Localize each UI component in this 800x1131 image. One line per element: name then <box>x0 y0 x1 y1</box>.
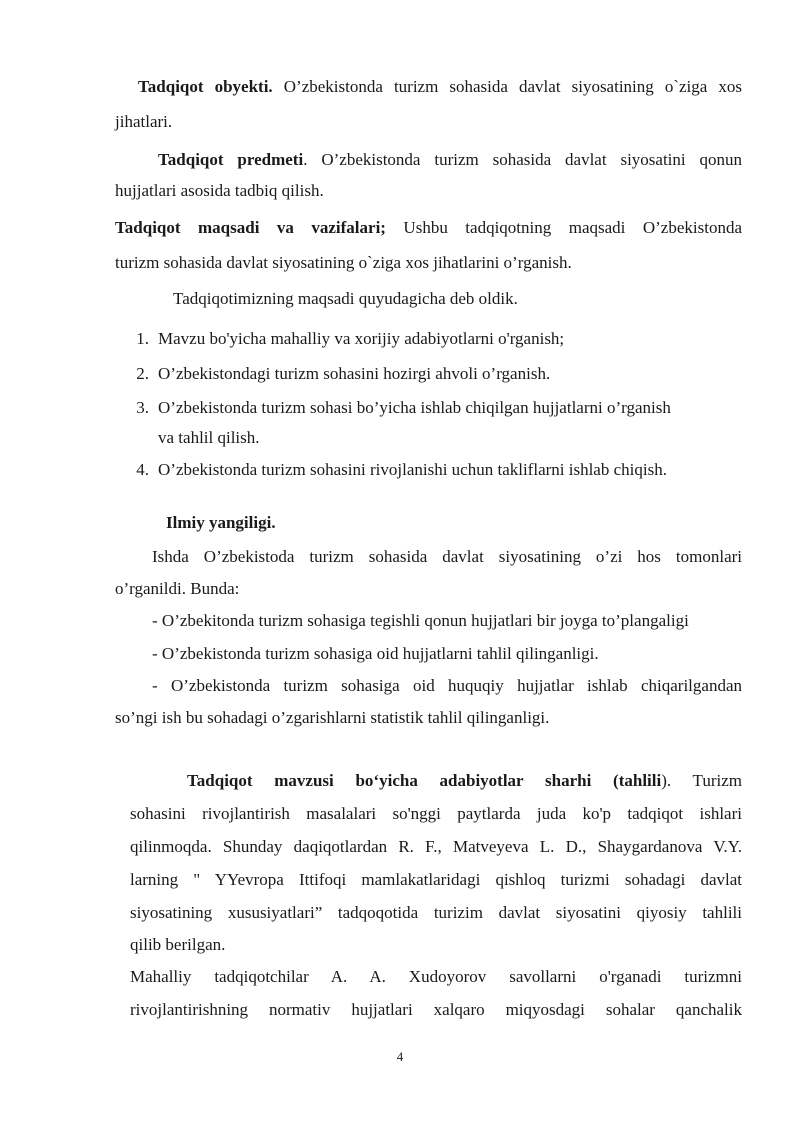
list-number: 2. <box>136 364 149 383</box>
text-goals: Ushbu tadqiqotning maqsadi O’zbekistonda <box>385 218 742 237</box>
heading-novelty: Ilmiy yangiligi. <box>166 513 276 532</box>
list-item-continuation: va tahlil qilish. <box>158 428 260 447</box>
novelty-bullet: - O’zbekistonda turizm sohasiga oid hujjatlarni tahlil qilinganligi. <box>152 644 599 663</box>
list-number: 4. <box>136 460 149 479</box>
novelty-bullet: - O’zbekitonda turizm sohasiga tegishli qonun hujjatlari bir joyga to’plangaligi <box>152 611 689 630</box>
text-literature: larning " YYevropa Ittifoqi mamlakatlaridagi qishloq turizmi sohadagi davlat <box>130 870 742 889</box>
novelty-bullet: - O’zbekistonda turizm sohasiga oid huquqiy hujjatlar ishlab chiqarilgandan <box>152 676 742 695</box>
text-literature: rivojlantirishning normativ hujjatlari xalqaro miqyosdagi sohalar qanchalik <box>130 1000 742 1019</box>
heading-literature: Tadqiqot mavzusi bo‘yicha adabiyotlar sharhi (tahlili <box>187 771 662 790</box>
paragraph-object <box>138 76 742 98</box>
text-subject: . O’zbekistonda turizm sohasida davlat siyosatini qonun <box>303 150 743 169</box>
text-literature: sohasini rivojlantirish masalalari so'nggi paytlarda juda ko'p tadqiqot ishlari <box>130 804 742 823</box>
text-object: O’zbekistonda turizm sohasida davlat siyosatining o`ziga xos <box>272 77 742 96</box>
text-goals-intro: Tadqiqotimizning maqsadi quyudagicha deb oldik. <box>173 289 518 308</box>
text-literature: siyosatining xususiyatlari” tadqoqotida turizim davlat siyosatini qiyosiy tahlili <box>130 903 742 922</box>
list-number: 1. <box>136 329 149 348</box>
text-literature: qilinmoqda. Shunday daqiqotlardan R. F., Matveyeva L. D., Shaygardanova V.Y. <box>130 837 742 856</box>
paragraph-literature <box>187 770 742 792</box>
paragraph-goals <box>115 217 742 239</box>
text-novelty: Ishda O’zbekistoda turizm sohasida davlat siyosatining o’zi hos tomonlari <box>152 547 742 566</box>
text-goals-line2: turizm sohasida davlat siyosatining o`ziga xos jihatlarini o’rganish. <box>115 253 572 272</box>
text-literature: ). Turizm <box>661 771 742 790</box>
paragraph-subject <box>158 149 742 171</box>
list-item: O’zbekistondagi turizm sohasini hozirgi ahvoli o’rganish. <box>158 364 551 383</box>
text-literature: Mahalliy tadqiqotchilar A. A. Xudoyorov savollarni o'rganadi turizmni <box>130 967 742 986</box>
list-item: O’zbekistonda turizm sohasini rivojlanishi uchun takliflarni ishlab chiqish. <box>158 460 667 479</box>
heading-subject: Tadqiqot predmeti <box>158 150 304 169</box>
text-object-line2: jihatlari. <box>115 112 173 131</box>
list-number: 3. <box>136 398 149 417</box>
page-number: 4 <box>396 1049 404 1064</box>
text-subject-line2: hujjatlari asosida tadbiq qilish. <box>115 181 324 200</box>
novelty-bullet-continuation: so’ngi ish bu sohadagi o’zgarishlarni statistik tahlil qilinganligi. <box>115 708 550 727</box>
list-item: O’zbekistonda turizm sohasi bo’yicha ishlab chiqilgan hujjatlarni o’rganish <box>158 398 671 417</box>
heading-goals: Tadqiqot maqsadi va vazifalari; <box>115 218 386 237</box>
text-literature: qilib berilgan. <box>130 935 226 954</box>
list-item: Mavzu bo'yicha mahalliy va xorijiy adabiyotlarni o'rganish; <box>158 329 565 348</box>
heading-object: Tadqiqot obyekti. <box>138 77 273 96</box>
text-novelty-line2: o’rganildi. Bunda: <box>115 579 240 598</box>
